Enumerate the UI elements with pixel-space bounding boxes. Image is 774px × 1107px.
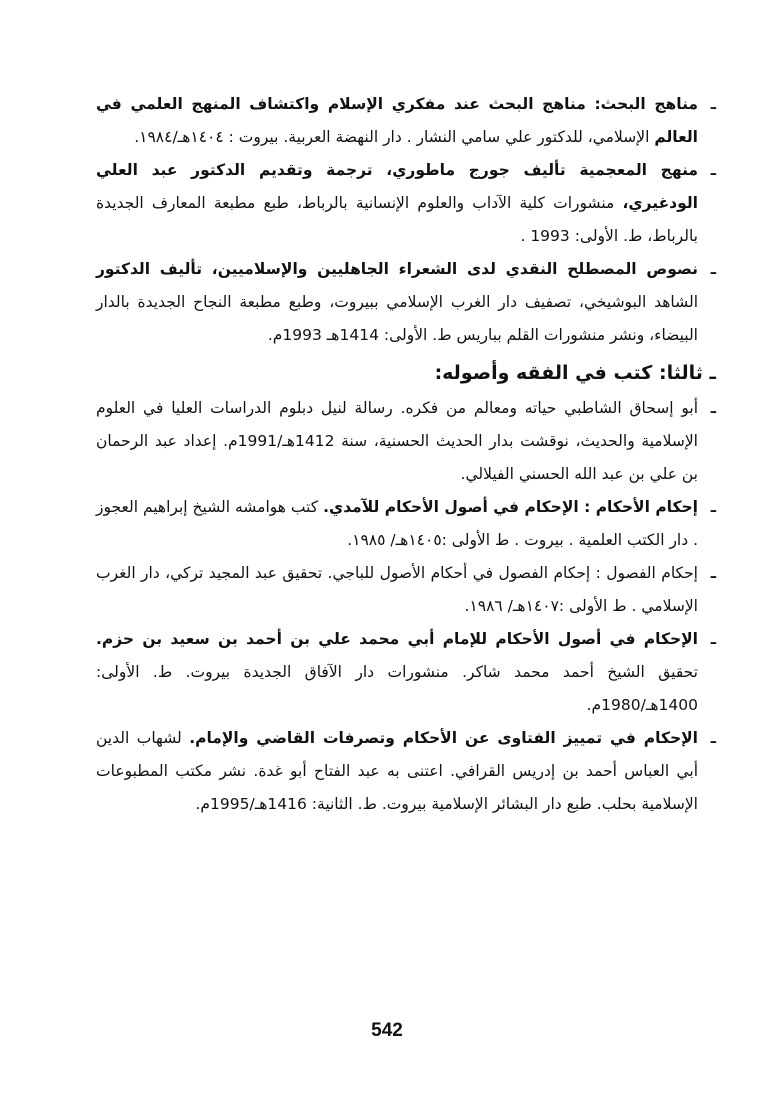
- entry-lead: الإحكام في تمييز الفتاوى عن الأحكام وتصرفات القاضي والإمام.: [189, 729, 698, 747]
- entry-lead: مناهج البحث: مناهج البحث عند مفكري الإسلام واكتشاف المنهج العلمي في العالم: [96, 95, 698, 146]
- page-number: 542: [371, 1020, 403, 1041]
- entry-text: الإسلامي، للدكتور علي سامي النشار . دار النهضة العربية. بيروت : ١٤٠٤هـ/١٩٨٤.: [134, 128, 655, 146]
- entry-text: إحكام الفصول : إحكام الفصول في أحكام الأصول للباجي. تحقيق عبد المجيد تركي، دار الغرب الإسلامي . ط الأولى :١٤٠٧هـ/ ١٩٨٦.: [96, 564, 698, 615]
- reference-entry: [96, 392, 716, 491]
- reference-entry: [96, 491, 716, 557]
- entry-lead: الإحكام في أصول الأحكام للإمام أبي محمد علي بن أحمد بن سعيد بن حزم.: [96, 630, 698, 648]
- entry-lead: إحكام الأحكام : الإحكام في أصول الأحكام للآمدي.: [323, 498, 698, 516]
- entry-text: الشاهد البوشيخي، تصفيف دار الغرب الإسلامي ببيروت، وطبع مطبعة النجاح الجديدة بالدار البيضاء، ونشر منشورات القلم بباريس ط. الأولى: 1414هـ 1993م.: [96, 293, 698, 344]
- reference-entry: [96, 253, 716, 352]
- list-marker: ـ: [710, 399, 716, 417]
- reference-entry: [96, 722, 716, 821]
- list-marker: ـ: [710, 95, 716, 113]
- entry-text: كتب هوامشه الشيخ إبراهيم العجوز . دار الكتب العلمية . بيروت . ط الأولى :١٤٠٥هـ/ ١٩٨٥.: [96, 498, 698, 549]
- entry-lead: منهج المعجمية تأليف جورج ماطوري، ترجمة وتقديم الدكتور عبد العلي الودغيري،: [96, 161, 698, 212]
- reference-entry: [96, 88, 716, 154]
- reference-entry: [96, 154, 716, 253]
- list-marker: ـ: [710, 498, 716, 516]
- document-body: [96, 88, 716, 821]
- entry-lead: نصوص المصطلح النقدي لدى الشعراء الجاهليين والإسلاميين، تأليف الدكتور: [96, 260, 698, 278]
- list-marker: ـ: [710, 630, 716, 648]
- entry-text: أبو إسحاق الشاطبي حياته ومعالم من فكره. رسالة لنيل دبلوم الدراسات العليا في العلوم الإسلامية والحديث، نوقشت بدار الحديث الحسنية، سنة 1412هـ/1991م. إعداد عبد الرحمان بن علي بن عبد الله الحسني الفيلالي.: [96, 399, 698, 483]
- entry-text: منشورات كلية الآداب والعلوم الإنسانية بالرباط، طبع مطبعة المعارف الجديدة بالرباط، ط. الأولى: 1993 .: [96, 194, 698, 245]
- list-marker: ـ: [710, 729, 716, 747]
- list-marker: ـ: [710, 260, 716, 278]
- section-heading: [96, 354, 716, 392]
- section-heading-text: ثالثا: كتب في الفقه وأصوله:: [434, 362, 703, 384]
- entry-text: لشهاب الدين أبي العباس أحمد بن إدريس القرافي. اعتنى به عبد الفتاح أبو غدة. نشر مكتب المطبوعات الإسلامية بحلب. طبع دار البشائر الإسلامية بيروت. ط. الثانية: 1416هـ/1995م.: [96, 729, 698, 813]
- entry-text: تحقيق الشيخ أحمد محمد شاكر. منشورات دار الآفاق الجديدة بيروت. ط. الأولى: 1400هـ/1980م.: [96, 663, 698, 714]
- reference-entry: [96, 557, 716, 623]
- list-marker: ـ: [709, 362, 716, 384]
- reference-entry: [96, 623, 716, 722]
- list-marker: ـ: [710, 161, 716, 179]
- list-marker: ـ: [710, 564, 716, 582]
